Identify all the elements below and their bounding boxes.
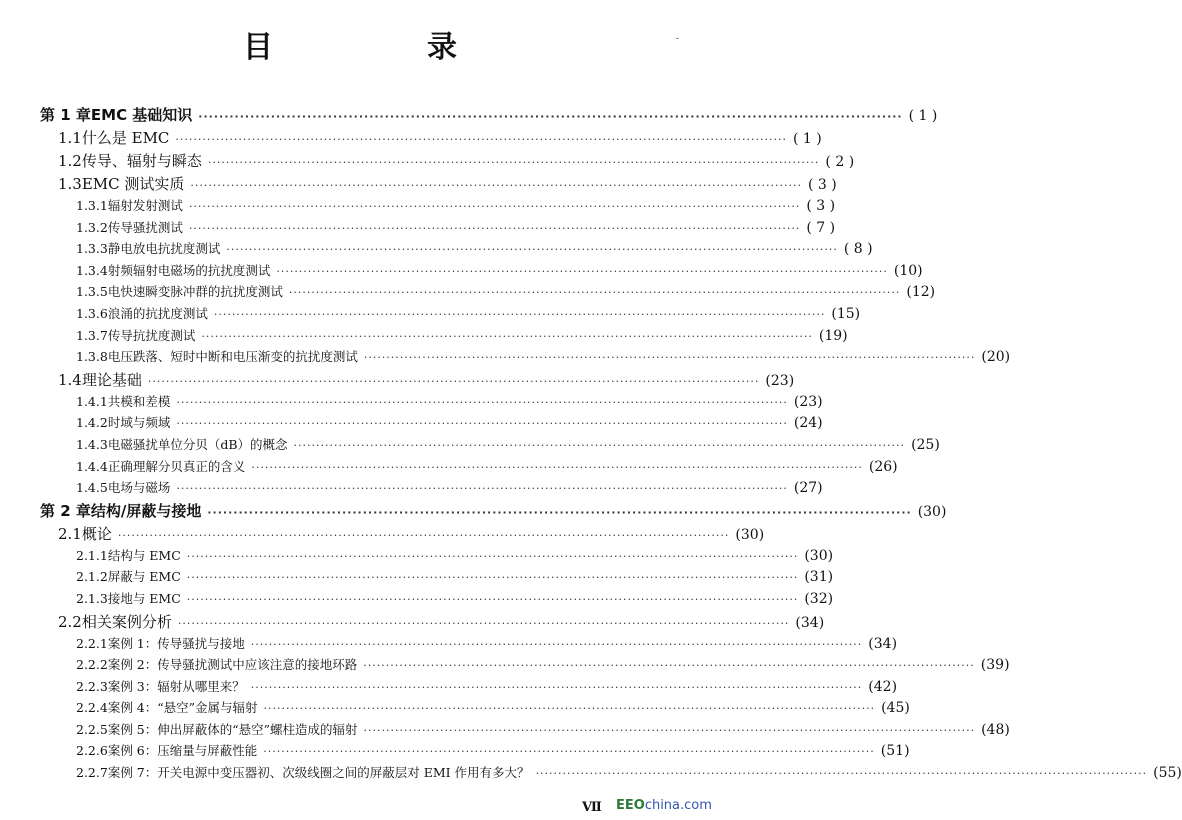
dot-leader xyxy=(263,745,875,758)
page-number-roman: Ⅶ xyxy=(582,800,602,815)
dot-leader xyxy=(198,110,902,123)
dot-leader xyxy=(208,156,820,169)
toc-entry-title: 共模和差模 xyxy=(107,393,171,409)
toc-entry-number: 第 2 章 xyxy=(40,501,91,520)
toc-entry-number: 2.2 xyxy=(58,612,82,631)
toc-entry-title: 案例 4：“悬空”金属与辐射 xyxy=(107,700,258,716)
toc-entry-number: 1.3.8 xyxy=(76,349,108,365)
toc-section-row[interactable] xyxy=(0,611,825,634)
toc-entry-page: (55) xyxy=(1153,765,1182,782)
toc-entry-page: (31) xyxy=(804,569,834,586)
toc-section-row[interactable] xyxy=(0,523,765,546)
toc-entry-title: 时域与频域 xyxy=(107,415,171,431)
toc-entry-number: 1.3.7 xyxy=(76,327,108,343)
toc-subsection-row[interactable] xyxy=(0,261,923,283)
toc-entry-number: 1.4.3 xyxy=(76,436,108,452)
toc-entry-number: 2.1.3 xyxy=(76,590,108,606)
toc-entry-number: 2.2.4 xyxy=(76,700,108,716)
toc-subsection-row[interactable] xyxy=(0,282,936,304)
toc-entry-page: (42) xyxy=(868,678,898,695)
toc-subsection-row[interactable] xyxy=(0,567,834,589)
toc-entry-title: 电磁骚扰单位分贝（dB）的概念 xyxy=(107,436,288,452)
dot-leader xyxy=(364,351,976,364)
dot-leader xyxy=(276,265,888,278)
toc-entry-page: (10) xyxy=(893,262,923,279)
dot-leader xyxy=(189,200,801,213)
dot-leader xyxy=(264,702,876,715)
dot-leader xyxy=(178,617,790,630)
toc-subsection-row[interactable] xyxy=(0,326,848,348)
toc-subsection-row[interactable] xyxy=(0,239,873,261)
toc-subsection-row[interactable] xyxy=(0,634,898,656)
toc-entry-title: 案例 6：压缩量与屏蔽性能 xyxy=(107,743,258,759)
toc-entry-number: 2.2.6 xyxy=(76,743,108,759)
toc-entry-number: 1.3.2 xyxy=(76,219,108,235)
toc-entry-title: 电快速瞬变脉冲群的抗扰度测试 xyxy=(107,284,283,300)
toc-subsection-row[interactable] xyxy=(0,304,861,326)
toc-subsection-row[interactable] xyxy=(0,741,910,763)
toc-entry-number: 1.4.1 xyxy=(76,393,108,409)
toc-subsection-row[interactable] xyxy=(0,589,834,611)
toc-entry-title: 相关案例分析 xyxy=(81,612,172,631)
toc-subsection-row[interactable] xyxy=(0,347,1011,369)
toc-subsection-row[interactable] xyxy=(0,435,940,457)
toc-entry-page: ( 3 ) xyxy=(806,198,836,214)
dot-leader xyxy=(148,375,760,388)
dot-leader xyxy=(201,330,813,343)
page-title: 目 录 xyxy=(243,30,519,65)
toc-entry-number: 2.2.7 xyxy=(76,765,108,781)
toc-entry-page: (23) xyxy=(793,393,823,410)
toc-entry-number: 2.2.3 xyxy=(76,678,108,694)
toc-entry-number: 1.3.1 xyxy=(76,198,108,213)
dot-leader xyxy=(364,724,976,737)
toc-entry-page: ( 1 ) xyxy=(792,131,822,147)
toc-entry-page: (45) xyxy=(881,700,910,717)
toc-entry-title: 传导骚扰测试 xyxy=(107,219,183,235)
toc-entry-page: (48) xyxy=(981,721,1010,738)
toc-entry-page: (26) xyxy=(868,458,898,475)
toc-entry-number: 1.2 xyxy=(58,152,82,170)
dot-leader xyxy=(363,659,975,672)
toc-subsection-row[interactable] xyxy=(0,763,1182,785)
toc-section-row[interactable] xyxy=(0,127,822,150)
toc-subsection-row[interactable] xyxy=(0,196,836,218)
toc-entry-page: (34) xyxy=(868,635,898,652)
toc-entry-number: 1.4 xyxy=(58,370,82,389)
watermark xyxy=(616,798,712,813)
toc-entry-page: (12) xyxy=(906,284,936,301)
toc-entry-title: 案例 5：伸出屏蔽体的“悬空”螺柱造成的辐射 xyxy=(107,721,358,737)
toc-entry-title: 正确理解分贝真正的含义 xyxy=(107,458,246,474)
toc-entry-title: 浪涌的抗扰度测试 xyxy=(107,305,208,321)
toc-entry-number: 2.1.1 xyxy=(76,547,108,563)
toc-entry-page: (15) xyxy=(831,305,861,322)
toc-entry-number: 1.4.5 xyxy=(76,480,108,496)
toc-entry-title: 案例 1：传导骚扰与接地 xyxy=(107,635,245,651)
toc-entry-page: (34) xyxy=(795,614,825,631)
toc-entry-number: 1.4.2 xyxy=(76,415,108,431)
toc-entry-page: (27) xyxy=(793,480,823,497)
toc-entry-number: 2.1 xyxy=(58,524,82,543)
dot-leader xyxy=(187,550,799,563)
dot-leader xyxy=(214,308,826,321)
dot-leader xyxy=(190,179,802,192)
toc-subsection-row[interactable] xyxy=(0,392,823,414)
toc-entry-number: 1.3.5 xyxy=(76,284,108,300)
toc-entry-number: 1.1 xyxy=(58,129,82,147)
dot-leader xyxy=(251,681,863,694)
dot-leader xyxy=(251,461,863,474)
toc-entry-title: 传导、辐射与瞬态 xyxy=(81,152,202,170)
toc-entry-title: EMC 测试实质 xyxy=(81,175,185,193)
toc-entry-page: (30) xyxy=(735,526,765,543)
toc-entry-title: 概论 xyxy=(81,524,112,543)
toc-subsection-row[interactable] xyxy=(0,218,836,240)
toc-subsection-row[interactable] xyxy=(0,720,1010,742)
toc-entry-page: (25) xyxy=(911,436,940,453)
toc-entry-page: ( 1 ) xyxy=(908,108,938,124)
toc-entry-number: 2.2.2 xyxy=(76,657,108,673)
toc-subsection-row[interactable] xyxy=(0,546,834,568)
toc-entry-number: 1.4.4 xyxy=(76,458,108,474)
dot-leader xyxy=(207,506,911,519)
toc-entry-page: (30) xyxy=(917,503,947,520)
toc-entry-title: 屏蔽与 EMC xyxy=(107,569,181,585)
toc-entry-page: (32) xyxy=(804,590,834,607)
dot-leader xyxy=(294,439,906,452)
dot-leader xyxy=(175,133,787,146)
toc-entry-title: 结构/屏蔽与接地 xyxy=(90,501,202,520)
toc-entry-number: 第 1 章 xyxy=(40,106,91,124)
dot-leader xyxy=(189,222,801,235)
toc-entry-page: (19) xyxy=(818,327,848,344)
toc-entry-page: ( 3 ) xyxy=(807,177,837,193)
toc-entry-number: 2.2.5 xyxy=(76,721,108,737)
toc-section-row[interactable] xyxy=(0,150,855,173)
toc-entry-title: 接地与 EMC xyxy=(107,590,181,606)
dot-leader xyxy=(251,638,863,651)
toc-section-row[interactable] xyxy=(0,369,795,392)
toc-entry-number: 1.3.4 xyxy=(76,262,108,278)
toc-entry-page: (23) xyxy=(765,372,795,389)
toc-subsection-row[interactable] xyxy=(0,478,823,500)
toc-subsection-row[interactable] xyxy=(0,413,823,435)
toc-entry-title: 理论基础 xyxy=(81,370,142,389)
toc-subsection-row[interactable] xyxy=(0,698,910,720)
toc-entry-number: 2.1.2 xyxy=(76,569,108,585)
toc-entry-title: 什么是 EMC xyxy=(81,129,170,147)
toc-subsection-row[interactable] xyxy=(0,655,1010,677)
dot-leader xyxy=(176,482,788,495)
toc-entry-page: ( 2 ) xyxy=(825,154,855,170)
toc-entry-title: 静电放电抗扰度测试 xyxy=(107,241,221,257)
toc-entry-title: 结构与 EMC xyxy=(107,547,181,563)
toc-entry-title: 辐射发射测试 xyxy=(107,198,183,213)
dot-leader xyxy=(118,529,730,542)
toc-entry-page: (39) xyxy=(980,657,1010,674)
toc-entry-title: 射频辐射电磁场的抗扰度测试 xyxy=(107,262,271,278)
toc-subsection-row[interactable] xyxy=(0,457,898,479)
toc-entry-title: 案例 7：开关电源中变压器初、次级线圈之间的屏蔽层对 EMI 作用有多大？ xyxy=(107,765,530,781)
toc-entry-page: ( 7 ) xyxy=(806,219,836,236)
dot-leader xyxy=(176,417,788,430)
scan-mark xyxy=(676,38,679,39)
table-of-contents xyxy=(0,104,1182,785)
dot-leader xyxy=(176,396,788,409)
dot-leader xyxy=(187,593,799,606)
toc-entry-title: 电压跌落、短时中断和电压渐变的抗扰度测试 xyxy=(107,349,358,365)
toc-entry-number: 1.3.6 xyxy=(76,305,108,321)
toc-entry-title: 案例 3：辐射从哪里来？ xyxy=(107,678,245,694)
toc-entry-page: (51) xyxy=(880,743,910,760)
toc-entry-number: 1.3.3 xyxy=(76,241,108,257)
toc-chapter-row[interactable] xyxy=(0,104,938,127)
toc-entry-title: 传导抗扰度测试 xyxy=(107,327,196,343)
dot-leader xyxy=(187,571,799,584)
toc-entry-page: (24) xyxy=(793,415,823,432)
dot-leader xyxy=(289,286,901,299)
toc-entry-number: 1.3 xyxy=(58,175,82,193)
watermark-part-2: china.com xyxy=(644,798,712,813)
toc-subsection-row[interactable] xyxy=(0,677,898,699)
toc-entry-page: (20) xyxy=(981,349,1011,366)
toc-entry-page: ( 8 ) xyxy=(843,241,873,258)
toc-entry-page: (30) xyxy=(804,547,834,564)
toc-chapter-row[interactable] xyxy=(0,500,947,523)
dot-leader xyxy=(226,243,838,256)
toc-entry-title: 电场与磁场 xyxy=(107,480,171,496)
toc-entry-number: 2.2.1 xyxy=(76,635,108,651)
toc-section-row[interactable] xyxy=(0,173,837,196)
toc-entry-title: EMC 基础知识 xyxy=(90,106,193,124)
watermark-part-1: EEO xyxy=(616,798,645,813)
dot-leader xyxy=(536,767,1148,780)
toc-entry-title: 案例 2：传导骚扰测试中应该注意的接地环路 xyxy=(107,657,358,673)
